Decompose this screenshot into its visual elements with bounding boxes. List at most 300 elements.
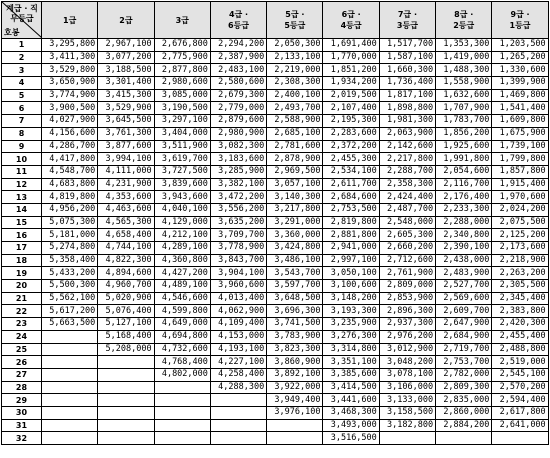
salary-cell: 3,057,100 xyxy=(267,178,323,191)
salary-cell: 2,980,600 xyxy=(154,77,210,90)
salary-cell xyxy=(154,432,210,445)
step-cell: 10 xyxy=(2,153,42,166)
salary-cell: 3,843,700 xyxy=(210,254,266,267)
step-cell: 4 xyxy=(2,77,42,90)
salary-cell: 5,358,400 xyxy=(42,254,98,267)
salary-cell: 2,483,100 xyxy=(210,64,266,77)
table-row xyxy=(2,267,549,280)
salary-cell: 4,062,900 xyxy=(210,305,266,318)
salary-cell: 3,960,600 xyxy=(210,280,266,293)
salary-cell: 4,960,700 xyxy=(98,280,154,293)
step-cell: 29 xyxy=(2,394,42,407)
salary-cell: 3,190,500 xyxy=(154,102,210,115)
corner-label-rank: 무등급 xyxy=(10,14,34,23)
salary-cell: 3,949,400 xyxy=(267,394,323,407)
salary-cell: 2,779,000 xyxy=(210,102,266,115)
salary-cell: 3,085,000 xyxy=(154,89,210,102)
salary-cell: 2,976,200 xyxy=(379,330,435,343)
salary-cell: 4,658,400 xyxy=(98,229,154,242)
salary-cell: 3,050,100 xyxy=(323,267,379,280)
salary-cell: 3,385,600 xyxy=(323,368,379,381)
salary-cell xyxy=(42,432,98,445)
salary-cell: 3,727,500 xyxy=(154,165,210,178)
salary-cell: 3,943,600 xyxy=(154,191,210,204)
salary-cell: 3,183,600 xyxy=(210,153,266,166)
salary-cell: 2,390,100 xyxy=(436,242,492,255)
salary-cell: 2,173,600 xyxy=(492,242,548,255)
salary-cell: 1,609,800 xyxy=(492,115,548,128)
table-row xyxy=(2,432,549,445)
salary-cell: 2,455,400 xyxy=(492,330,548,343)
salary-cell: 1,817,100 xyxy=(379,89,435,102)
salary-cell: 4,360,800 xyxy=(154,254,210,267)
salary-cell: 2,884,200 xyxy=(436,419,492,432)
salary-cell: 2,580,600 xyxy=(210,77,266,90)
salary-cell: 3,783,900 xyxy=(267,330,323,343)
salary-cell: 3,696,300 xyxy=(267,305,323,318)
column-header-bottom: 5등급 xyxy=(284,21,306,30)
salary-cell: 2,605,300 xyxy=(379,229,435,242)
salary-cell: 3,556,200 xyxy=(210,203,266,216)
salary-cell: 5,500,300 xyxy=(42,280,98,293)
step-cell: 20 xyxy=(2,280,42,293)
table-row xyxy=(2,115,549,128)
salary-cell: 5,433,200 xyxy=(42,267,98,280)
salary-cell: 3,441,600 xyxy=(323,394,379,407)
salary-cell: 3,529,800 xyxy=(42,64,98,77)
column-header-top: 7급 · xyxy=(397,10,417,19)
salary-cell: 2,967,100 xyxy=(98,39,154,52)
step-cell: 9 xyxy=(2,140,42,153)
salary-cell: 2,455,300 xyxy=(323,153,379,166)
salary-cell xyxy=(98,356,154,369)
salary-table xyxy=(1,1,549,445)
salary-cell xyxy=(154,419,210,432)
salary-cell: 2,340,800 xyxy=(436,229,492,242)
salary-cell: 1,915,400 xyxy=(492,178,548,191)
salary-cell: 3,468,300 xyxy=(323,406,379,419)
salary-cell: 5,663,500 xyxy=(42,318,98,331)
salary-cell xyxy=(154,381,210,394)
table-row xyxy=(2,127,549,140)
step-cell: 21 xyxy=(2,292,42,305)
column-header-top: 6급 · xyxy=(341,10,361,19)
salary-cell: 5,274,800 xyxy=(42,242,98,255)
salary-cell: 4,111,000 xyxy=(98,165,154,178)
salary-cell: 3,922,000 xyxy=(267,381,323,394)
salary-cell: 2,969,500 xyxy=(267,165,323,178)
salary-cell: 3,193,300 xyxy=(323,305,379,318)
salary-cell: 2,753,700 xyxy=(436,356,492,369)
salary-cell: 3,472,200 xyxy=(210,191,266,204)
salary-cell: 2,941,000 xyxy=(323,242,379,255)
salary-cell: 5,076,400 xyxy=(98,305,154,318)
salary-cell: 3,411,300 xyxy=(42,51,98,64)
column-header-top: 1급 xyxy=(63,15,77,25)
salary-cell: 3,860,900 xyxy=(267,356,323,369)
column-header-top: 3급 xyxy=(175,15,189,25)
salary-cell: 2,569,600 xyxy=(436,292,492,305)
salary-cell: 3,276,300 xyxy=(323,330,379,343)
salary-cell: 2,809,300 xyxy=(436,381,492,394)
column-header-bottom: 3등급 xyxy=(396,21,418,30)
salary-cell xyxy=(42,406,98,419)
salary-cell: 2,588,900 xyxy=(267,115,323,128)
table-row xyxy=(2,51,549,64)
salary-cell: 2,853,900 xyxy=(379,292,435,305)
salary-cell: 2,438,000 xyxy=(436,254,492,267)
salary-cell: 3,415,300 xyxy=(98,89,154,102)
salary-cell: 1,353,300 xyxy=(436,39,492,52)
salary-cell: 2,684,900 xyxy=(436,330,492,343)
salary-cell: 2,647,900 xyxy=(436,318,492,331)
column-header xyxy=(436,2,492,39)
salary-cell: 1,469,800 xyxy=(492,89,548,102)
salary-cell: 2,383,800 xyxy=(492,305,548,318)
salary-cell: 2,263,200 xyxy=(492,267,548,280)
salary-cell: 1,660,300 xyxy=(379,64,435,77)
salary-cell: 1,265,200 xyxy=(492,51,548,64)
salary-cell xyxy=(436,432,492,445)
salary-cell: 2,063,900 xyxy=(379,127,435,140)
step-cell: 15 xyxy=(2,216,42,229)
column-header xyxy=(210,2,266,39)
salary-cell: 4,156,600 xyxy=(42,127,98,140)
step-cell: 22 xyxy=(2,305,42,318)
salary-cell: 3,235,900 xyxy=(323,318,379,331)
salary-cell: 3,012,900 xyxy=(379,343,435,356)
salary-cell: 2,075,500 xyxy=(492,216,548,229)
salary-cell xyxy=(379,432,435,445)
table-row xyxy=(2,64,549,77)
salary-cell: 1,970,600 xyxy=(492,191,548,204)
salary-cell: 2,548,000 xyxy=(379,216,435,229)
salary-cell: 4,548,700 xyxy=(42,165,98,178)
table-row xyxy=(2,77,549,90)
salary-cell: 4,489,100 xyxy=(154,280,210,293)
salary-cell: 5,127,100 xyxy=(98,318,154,331)
salary-cell: 2,860,000 xyxy=(436,406,492,419)
step-cell: 27 xyxy=(2,368,42,381)
step-cell: 12 xyxy=(2,178,42,191)
table-row xyxy=(2,368,549,381)
salary-cell: 3,140,300 xyxy=(267,191,323,204)
salary-cell: 1,898,800 xyxy=(379,102,435,115)
salary-cell: 2,835,000 xyxy=(436,394,492,407)
salary-cell: 1,558,900 xyxy=(436,77,492,90)
salary-cell: 3,295,800 xyxy=(42,39,98,52)
salary-cell: 1,541,400 xyxy=(492,102,548,115)
salary-cell: 2,676,800 xyxy=(154,39,210,52)
salary-cell xyxy=(154,406,210,419)
salary-cell: 4,193,100 xyxy=(210,343,266,356)
column-header-top: 2급 xyxy=(119,15,133,25)
salary-cell: 1,587,100 xyxy=(379,51,435,64)
table-row xyxy=(2,406,549,419)
salary-cell: 3,597,700 xyxy=(267,280,323,293)
step-cell: 17 xyxy=(2,242,42,255)
salary-cell: 1,934,200 xyxy=(323,77,379,90)
salary-cell: 3,900,500 xyxy=(42,102,98,115)
salary-cell: 4,565,300 xyxy=(98,216,154,229)
salary-cell: 5,208,000 xyxy=(98,343,154,356)
salary-cell: 4,744,100 xyxy=(98,242,154,255)
salary-cell: 3,619,700 xyxy=(154,153,210,166)
salary-cell xyxy=(267,419,323,432)
salary-cell: 2,753,500 xyxy=(323,203,379,216)
step-cell: 32 xyxy=(2,432,42,445)
salary-cell: 2,288,700 xyxy=(379,165,435,178)
salary-cell: 2,387,900 xyxy=(210,51,266,64)
salary-cell: 2,107,400 xyxy=(323,102,379,115)
salary-cell: 2,545,100 xyxy=(492,368,548,381)
salary-cell: 4,427,200 xyxy=(154,267,210,280)
table-row xyxy=(2,280,549,293)
salary-cell: 1,632,600 xyxy=(436,89,492,102)
salary-cell: 3,529,900 xyxy=(98,102,154,115)
salary-cell: 2,980,900 xyxy=(210,127,266,140)
salary-cell: 2,809,000 xyxy=(379,280,435,293)
salary-cell xyxy=(98,394,154,407)
table-row xyxy=(2,292,549,305)
salary-cell: 2,782,000 xyxy=(436,368,492,381)
column-header-top: 8급 · xyxy=(454,10,474,19)
salary-cell: 5,562,100 xyxy=(42,292,98,305)
step-cell: 19 xyxy=(2,267,42,280)
salary-cell: 2,116,700 xyxy=(436,178,492,191)
salary-cell: 4,649,000 xyxy=(154,318,210,331)
salary-cell: 1,925,600 xyxy=(436,140,492,153)
salary-cell: 1,857,800 xyxy=(492,165,548,178)
table-row xyxy=(2,203,549,216)
salary-cell xyxy=(42,381,98,394)
step-cell: 31 xyxy=(2,419,42,432)
column-header-bottom: 2등급 xyxy=(453,21,475,30)
step-cell: 18 xyxy=(2,254,42,267)
column-header-bottom: 6등급 xyxy=(228,21,250,30)
salary-cell: 3,823,300 xyxy=(267,343,323,356)
salary-cell: 2,233,300 xyxy=(436,203,492,216)
salary-cell: 3,133,000 xyxy=(379,394,435,407)
salary-cell: 1,707,900 xyxy=(436,102,492,115)
column-header xyxy=(492,2,548,39)
table-row xyxy=(2,216,549,229)
salary-cell xyxy=(98,432,154,445)
salary-cell xyxy=(98,381,154,394)
column-header xyxy=(379,2,435,39)
salary-cell: 3,635,200 xyxy=(210,216,266,229)
salary-cell: 3,493,000 xyxy=(323,419,379,432)
salary-cell: 3,082,300 xyxy=(210,140,266,153)
step-cell: 25 xyxy=(2,343,42,356)
salary-cell: 2,617,800 xyxy=(492,406,548,419)
salary-cell: 1,856,200 xyxy=(436,127,492,140)
salary-cell: 3,904,100 xyxy=(210,267,266,280)
salary-cell: 3,976,100 xyxy=(267,406,323,419)
corner-header-cell xyxy=(2,2,42,39)
salary-cell: 2,294,200 xyxy=(210,39,266,52)
salary-cell: 2,712,600 xyxy=(379,254,435,267)
salary-cell: 4,732,600 xyxy=(154,343,210,356)
salary-cell: 3,351,100 xyxy=(323,356,379,369)
salary-cell: 2,195,300 xyxy=(323,115,379,128)
salary-cell: 3,048,200 xyxy=(379,356,435,369)
salary-cell: 1,330,600 xyxy=(492,64,548,77)
table-row xyxy=(2,356,549,369)
table-row xyxy=(2,165,549,178)
salary-cell: 3,516,500 xyxy=(323,432,379,445)
salary-cell: 3,078,100 xyxy=(379,368,435,381)
salary-cell: 1,739,100 xyxy=(492,140,548,153)
table-row xyxy=(2,343,549,356)
step-cell: 26 xyxy=(2,356,42,369)
salary-cell: 2,997,100 xyxy=(323,254,379,267)
column-header xyxy=(267,2,323,39)
table-row xyxy=(2,330,549,343)
corner-label-grade: 계급 · 직 xyxy=(6,4,38,13)
salary-cell: 2,024,200 xyxy=(492,203,548,216)
salary-cell xyxy=(210,419,266,432)
salary-cell: 2,125,200 xyxy=(492,229,548,242)
column-header-bottom: 4등급 xyxy=(340,21,362,30)
salary-cell: 2,819,800 xyxy=(323,216,379,229)
step-cell: 14 xyxy=(2,203,42,216)
table-row xyxy=(2,305,549,318)
salary-cell: 3,709,700 xyxy=(210,229,266,242)
salary-cell: 4,819,800 xyxy=(42,191,98,204)
salary-cell: 2,781,600 xyxy=(267,140,323,153)
salary-cell: 3,106,000 xyxy=(379,381,435,394)
salary-cell: 3,382,100 xyxy=(210,178,266,191)
table-row xyxy=(2,318,549,331)
salary-cell: 1,783,700 xyxy=(436,115,492,128)
salary-cell: 4,013,400 xyxy=(210,292,266,305)
salary-cell: 2,219,000 xyxy=(267,64,323,77)
salary-cell: 1,851,200 xyxy=(323,64,379,77)
salary-cell: 3,877,600 xyxy=(98,140,154,153)
column-header xyxy=(98,2,154,39)
salary-cell: 3,761,300 xyxy=(98,127,154,140)
salary-cell: 2,142,600 xyxy=(379,140,435,153)
salary-cell: 2,400,100 xyxy=(267,89,323,102)
salary-cell: 4,258,400 xyxy=(210,368,266,381)
salary-cell: 3,285,900 xyxy=(210,165,266,178)
salary-cell: 3,650,900 xyxy=(42,77,98,90)
step-cell: 5 xyxy=(2,89,42,102)
salary-cell: 3,077,200 xyxy=(98,51,154,64)
salary-cell: 1,799,800 xyxy=(492,153,548,166)
step-cell: 11 xyxy=(2,165,42,178)
salary-cell: 2,611,700 xyxy=(323,178,379,191)
salary-cell xyxy=(42,394,98,407)
salary-cell: 3,414,500 xyxy=(323,381,379,394)
salary-cell: 4,027,900 xyxy=(42,115,98,128)
salary-cell: 5,168,400 xyxy=(98,330,154,343)
salary-cell: 1,736,400 xyxy=(379,77,435,90)
table-row xyxy=(2,39,549,52)
salary-cell: 2,345,400 xyxy=(492,292,548,305)
salary-cell: 2,609,700 xyxy=(436,305,492,318)
salary-cell: 2,679,300 xyxy=(210,89,266,102)
step-cell: 16 xyxy=(2,229,42,242)
salary-cell xyxy=(267,432,323,445)
salary-cell: 1,399,900 xyxy=(492,77,548,90)
table-row xyxy=(2,102,549,115)
step-cell: 30 xyxy=(2,406,42,419)
salary-cell: 2,685,100 xyxy=(267,127,323,140)
salary-cell: 2,684,600 xyxy=(323,191,379,204)
table-row xyxy=(2,89,549,102)
salary-cell xyxy=(98,419,154,432)
salary-cell xyxy=(210,394,266,407)
salary-cell: 5,617,200 xyxy=(42,305,98,318)
salary-cell: 2,534,100 xyxy=(323,165,379,178)
salary-cell: 4,227,100 xyxy=(210,356,266,369)
salary-cell: 2,878,900 xyxy=(267,153,323,166)
salary-cell: 2,218,900 xyxy=(492,254,548,267)
salary-cell: 4,463,600 xyxy=(98,203,154,216)
salary-cell: 3,404,000 xyxy=(154,127,210,140)
salary-cell: 2,308,300 xyxy=(267,77,323,90)
salary-cell: 3,543,700 xyxy=(267,267,323,280)
salary-cell: 3,360,000 xyxy=(267,229,323,242)
salary-cell: 2,358,300 xyxy=(379,178,435,191)
salary-cell: 4,683,800 xyxy=(42,178,98,191)
table-row xyxy=(2,419,549,432)
salary-cell: 3,301,400 xyxy=(98,77,154,90)
salary-cell: 3,148,200 xyxy=(323,292,379,305)
salary-cell: 2,761,900 xyxy=(379,267,435,280)
salary-cell: 1,981,300 xyxy=(379,115,435,128)
salary-cell xyxy=(42,356,98,369)
salary-cell: 4,956,200 xyxy=(42,203,98,216)
step-cell: 28 xyxy=(2,381,42,394)
column-header xyxy=(42,2,98,39)
salary-cell xyxy=(42,368,98,381)
salary-cell: 2,896,300 xyxy=(379,305,435,318)
table-body xyxy=(2,39,549,445)
salary-cell: 4,109,400 xyxy=(210,318,266,331)
header-row xyxy=(2,2,549,39)
salary-cell: 3,486,100 xyxy=(267,254,323,267)
column-header xyxy=(323,2,379,39)
table-row xyxy=(2,381,549,394)
salary-cell: 2,937,300 xyxy=(379,318,435,331)
table-header xyxy=(2,2,549,39)
salary-cell: 2,570,200 xyxy=(492,381,548,394)
salary-cell: 2,487,700 xyxy=(379,203,435,216)
salary-cell: 2,424,400 xyxy=(379,191,435,204)
table-row xyxy=(2,178,549,191)
salary-cell xyxy=(210,432,266,445)
table-row xyxy=(2,153,549,166)
salary-cell: 4,802,000 xyxy=(154,368,210,381)
step-cell: 6 xyxy=(2,102,42,115)
salary-cell: 2,019,500 xyxy=(323,89,379,102)
salary-cell: 4,212,100 xyxy=(154,229,210,242)
salary-cell: 3,100,600 xyxy=(323,280,379,293)
salary-cell: 2,054,600 xyxy=(436,165,492,178)
salary-cell: 4,153,000 xyxy=(210,330,266,343)
salary-cell: 4,040,100 xyxy=(154,203,210,216)
salary-cell: 3,774,900 xyxy=(42,89,98,102)
table-row xyxy=(2,229,549,242)
salary-cell: 2,660,200 xyxy=(379,242,435,255)
salary-cell: 2,483,900 xyxy=(436,267,492,280)
salary-cell: 3,648,500 xyxy=(267,292,323,305)
table-row xyxy=(2,191,549,204)
salary-cell: 2,594,400 xyxy=(492,394,548,407)
